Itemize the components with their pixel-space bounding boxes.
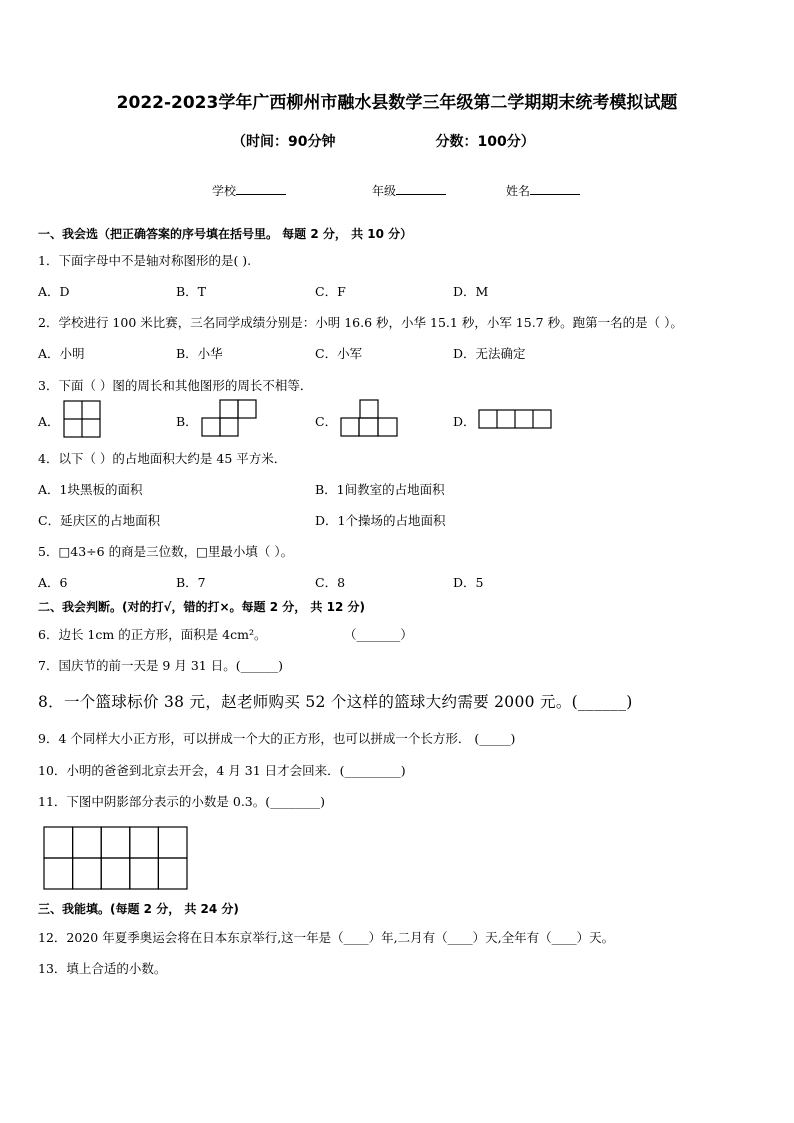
q3-figure-d: [478, 409, 554, 431]
name-field[interactable]: [506, 182, 580, 199]
grid-cell-shaded: [73, 827, 102, 858]
q2-option-a[interactable]: A．小明: [38, 346, 85, 361]
q6-answer-blank[interactable]: （_______）: [344, 627, 413, 642]
grid-cell: [44, 858, 73, 889]
grid-cell-shaded: [101, 827, 130, 858]
q4-option-b[interactable]: B．1间教室的占地面积: [315, 482, 445, 497]
q1-option-d[interactable]: D．M: [453, 284, 489, 299]
q5-option-a[interactable]: A．6: [38, 575, 68, 590]
page-title: 2022-2023学年广西柳州市融水县数学三年级第二学期期末统考模拟试题: [116, 93, 678, 113]
q3-option-b[interactable]: B．: [176, 414, 198, 429]
question-2: 2．学校进行 100 米比赛，三名同学成绩分别是：小明 16.6 秒，小华 15.1 秒，小军 15.7 秒。跑第一名的是（ ）。: [38, 315, 683, 330]
exam-time: （时间：90分钟: [232, 134, 336, 150]
grade-label: 年级: [372, 184, 397, 198]
question-3: 3．下面（ ）图的周长和其他图形的周长不相等．: [38, 378, 313, 393]
question-9[interactable]: 9．4 个同样大小正方形，可以拼成一个大的正方形，也可以拼成一个长方形． (_____): [38, 731, 516, 746]
grid-cell: [130, 858, 159, 889]
school-field[interactable]: [212, 182, 286, 199]
question-6: 6．边长 1cm 的正方形，面积是 4cm²。: [38, 627, 267, 642]
question-13: 13．填上合适的小数。: [38, 961, 167, 976]
question-5: 5．□43÷6 的商是三位数，□里最小填（ ）。: [38, 544, 294, 559]
q4-option-d[interactable]: D．1个操场的占地面积: [315, 513, 446, 528]
grid-cell-shaded: [44, 827, 73, 858]
question-7[interactable]: 7．国庆节的前一天是 9 月 31 日。(______): [38, 658, 283, 673]
grade-field[interactable]: [372, 182, 446, 199]
grid-cell: [158, 827, 187, 858]
q5-option-d[interactable]: D．5: [453, 575, 484, 590]
q1-option-b[interactable]: B．T: [176, 284, 207, 299]
section-heading-2: 二、我会判断。(对的打√，错的打×。每题 2 分， 共 12 分): [38, 600, 365, 614]
exam-meta: [232, 131, 535, 151]
question-10[interactable]: 10．小明的爸爸到北京去开会，4 月 31 日才会回来．(_________): [38, 763, 406, 778]
q5-option-b[interactable]: B．7: [176, 575, 206, 590]
q4-option-c[interactable]: C．延庆区的占地面积: [38, 513, 161, 528]
q2-option-c[interactable]: C．小军: [315, 346, 363, 361]
school-label: 学校: [212, 184, 237, 198]
q3-figure-b: [201, 399, 259, 439]
q3-figure-a: [63, 400, 103, 440]
section-heading-3: 三、我能填。(每题 2 分， 共 24 分): [38, 902, 239, 916]
q2-option-d[interactable]: D．无法确定: [453, 346, 526, 361]
grid-cell: [73, 858, 102, 889]
question-4: 4．以下（ ）的占地面积大约是 45 平方米．: [38, 451, 287, 466]
q3-figure-c: [340, 399, 400, 439]
grid-cell: [130, 827, 159, 858]
q3-option-c[interactable]: C．: [315, 414, 338, 429]
question-12[interactable]: 12．2020 年夏季奥运会将在日本东京举行,这一年是（____）年,二月有（____）天,全年有（____）天。: [38, 930, 615, 945]
question-11[interactable]: 11．下图中阴影部分表示的小数是 0.3。(________): [38, 794, 326, 809]
grid-cell: [101, 858, 130, 889]
q1-option-c[interactable]: C．F: [315, 284, 346, 299]
q4-option-a[interactable]: A．1块黑板的面积: [38, 482, 143, 497]
q3-option-d[interactable]: D．: [453, 414, 476, 429]
q5-option-c[interactable]: C．8: [315, 575, 346, 590]
q1-option-a[interactable]: A．D: [38, 284, 70, 299]
exam-score: 分数：100分）: [435, 134, 535, 150]
question-8[interactable]: 8．一个篮球标价 38 元，赵老师购买 52 个这样的篮球大约需要 2000 元。(______): [38, 693, 633, 711]
name-label: 姓名: [506, 184, 531, 198]
question-1: 1．下面字母中不是轴对称图形的是( ).: [38, 253, 252, 268]
q2-option-b[interactable]: B．小华: [176, 346, 223, 361]
q3-option-a[interactable]: A．: [38, 414, 60, 429]
section-heading-1: 一、我会选（把正确答案的序号填在括号里。 每题 2 分， 共 10 分）: [38, 227, 413, 241]
q11-decimal-grid: [43, 826, 189, 890]
grid-cell: [158, 858, 187, 889]
